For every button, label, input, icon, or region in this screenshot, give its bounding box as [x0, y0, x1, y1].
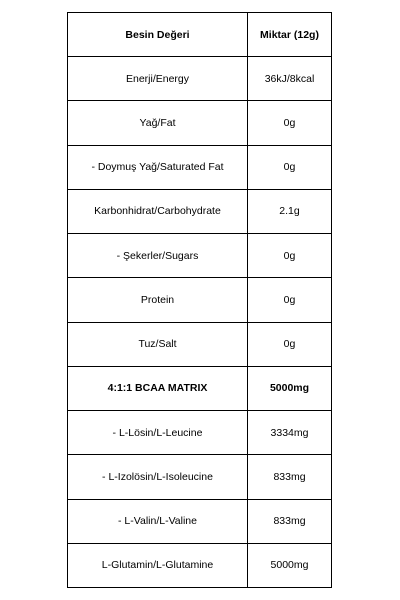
- table-body: [68, 57, 332, 588]
- nutrient-amount: 0g: [248, 101, 332, 145]
- table-row: [68, 278, 332, 322]
- nutrient-amount: 833mg: [248, 499, 332, 543]
- nutrient-amount: 3334mg: [248, 411, 332, 455]
- header-row: [68, 13, 332, 57]
- table-row: [68, 234, 332, 278]
- nutrient-amount: 833mg: [248, 455, 332, 499]
- table-row: [68, 499, 332, 543]
- table-row: [68, 57, 332, 101]
- nutrient-name: Enerji/Energy: [68, 57, 248, 101]
- nutrient-amount: 0g: [248, 234, 332, 278]
- nutrient-name: - Doymuş Yağ/Saturated Fat: [68, 145, 248, 189]
- table-header: [68, 13, 332, 57]
- nutrient-name: Tuz/Salt: [68, 322, 248, 366]
- table-row: [68, 189, 332, 233]
- amount-column-header: Miktar (12g): [248, 13, 332, 57]
- nutrient-amount: 0g: [248, 322, 332, 366]
- nutrient-name: - L-Izolösin/L-Isoleucine: [68, 455, 248, 499]
- nutrient-column-header: Besin Değeri: [68, 13, 248, 57]
- nutrient-name: L-Glutamin/L-Glutamine: [68, 543, 248, 587]
- nutrient-amount: 5000mg: [248, 543, 332, 587]
- nutrient-amount: 0g: [248, 278, 332, 322]
- table-row: [68, 411, 332, 455]
- nutrient-name: - L-Valin/L-Valine: [68, 499, 248, 543]
- table-row: [68, 543, 332, 587]
- nutrient-amount: 5000mg: [248, 366, 332, 410]
- nutrient-amount: 36kJ/8kcal: [248, 57, 332, 101]
- nutrient-name: Protein: [68, 278, 248, 322]
- nutrient-name: - L-Lösin/L-Leucine: [68, 411, 248, 455]
- nutrient-amount: 0g: [248, 145, 332, 189]
- nutrient-name: - Şekerler/Sugars: [68, 234, 248, 278]
- nutrition-facts-table: [67, 12, 332, 588]
- table-row: [68, 455, 332, 499]
- table-row: [68, 101, 332, 145]
- table-row: [68, 366, 332, 410]
- nutrient-name: Karbonhidrat/Carbohydrate: [68, 189, 248, 233]
- nutrient-amount: 2.1g: [248, 189, 332, 233]
- nutrient-name: 4:1:1 BCAA MATRIX: [68, 366, 248, 410]
- nutrient-name: Yağ/Fat: [68, 101, 248, 145]
- table-row: [68, 322, 332, 366]
- table-row: [68, 145, 332, 189]
